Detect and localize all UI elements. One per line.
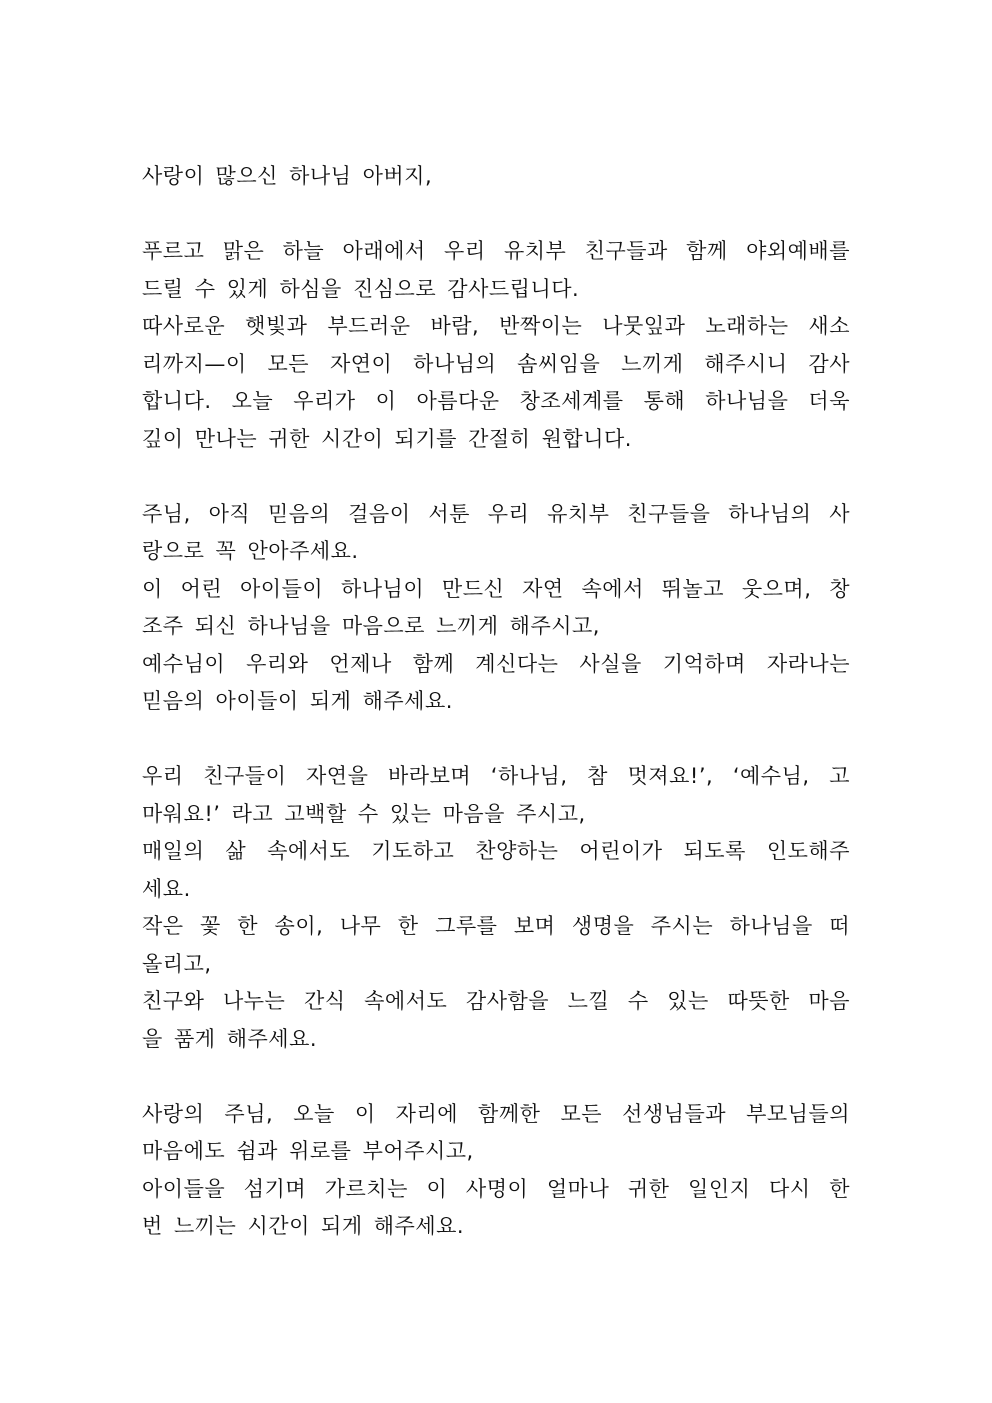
text-line: 깊이 만나는 귀한 시간이 되기를 간절히 원합니다. <box>142 426 632 451</box>
prayer-text <box>142 158 850 1283</box>
paragraph-teachers <box>142 1096 850 1246</box>
text-line: 작은 꽃 한 송이, 나무 한 그루를 보며 생명을 주시는 하나님을 떠 <box>142 914 850 938</box>
text-line: 랑으로 꼭 안아주세요. <box>142 539 359 563</box>
text-line: 드릴 수 있게 하심을 진심으로 감사드립니다. <box>142 276 580 301</box>
text-line: 예수님이 우리와 언제나 함께 계신다는 사실을 기억하며 자라나는 <box>142 651 850 676</box>
text-line: 세요. <box>142 876 191 901</box>
text-line: 따사로운 햇빛과 부드러운 바람, 반짝이는 나뭇잎과 노래하는 새소 <box>142 314 850 338</box>
salutation <box>142 158 850 196</box>
paragraph-confession <box>142 758 850 1058</box>
text-line: 을 품게 해주세요. <box>142 1026 318 1051</box>
text-line: 아이들을 섬기며 가르치는 이 사명이 얼마나 귀한 일인지 다시 한 <box>142 1176 850 1201</box>
text-line: 합니다. 오늘 우리가 이 아름다운 창조세계를 통해 하나님을 더욱 <box>142 389 850 413</box>
text-line: 주님, 아직 믿음의 걸음이 서툰 우리 유치부 친구들을 하나님의 사 <box>142 501 850 526</box>
text-line: 매일의 삶 속에서도 기도하고 찬양하는 어린이가 되도록 인도해주 <box>142 839 850 863</box>
text-line: 푸르고 맑은 하늘 아래에서 우리 유치부 친구들과 함께 야외예배를 <box>142 239 850 263</box>
text-line: 올리고, <box>142 951 212 976</box>
text-line: 친구와 나누는 간식 속에서도 감사함을 느낄 수 있는 따뜻한 마음 <box>142 989 850 1013</box>
text-line: 사랑이 많으신 하나님 아버지, <box>142 164 433 188</box>
text-line: 우리 친구들이 자연을 바라보며 ‘하나님, 참 멋져요!’, ‘예수님, 고 <box>142 764 850 788</box>
text-line: 리까지—이 모든 자연이 하나님의 솜씨임을 느끼게 해주시니 감사 <box>142 351 850 376</box>
paragraph-thanksgiving <box>142 233 850 458</box>
text-line: 사랑의 주님, 오늘 이 자리에 함께한 모든 선생님들과 부모님들의 <box>142 1101 850 1126</box>
text-line: 마워요!’ 라고 고백할 수 있는 마음을 주시고, <box>142 801 586 826</box>
paragraph-children <box>142 496 850 721</box>
text-line: 믿음의 아이들이 되게 해주세요. <box>142 689 453 713</box>
text-line: 마음에도 쉼과 위로를 부어주시고, <box>142 1139 474 1163</box>
text-line: 이 어린 아이들이 하나님이 만드신 자연 속에서 뛰놀고 웃으며, 창 <box>142 576 850 601</box>
text-line: 조주 되신 하나님을 마음으로 느끼게 해주시고, <box>142 614 600 638</box>
text-line: 번 느끼는 시간이 되게 해주세요. <box>142 1214 465 1238</box>
